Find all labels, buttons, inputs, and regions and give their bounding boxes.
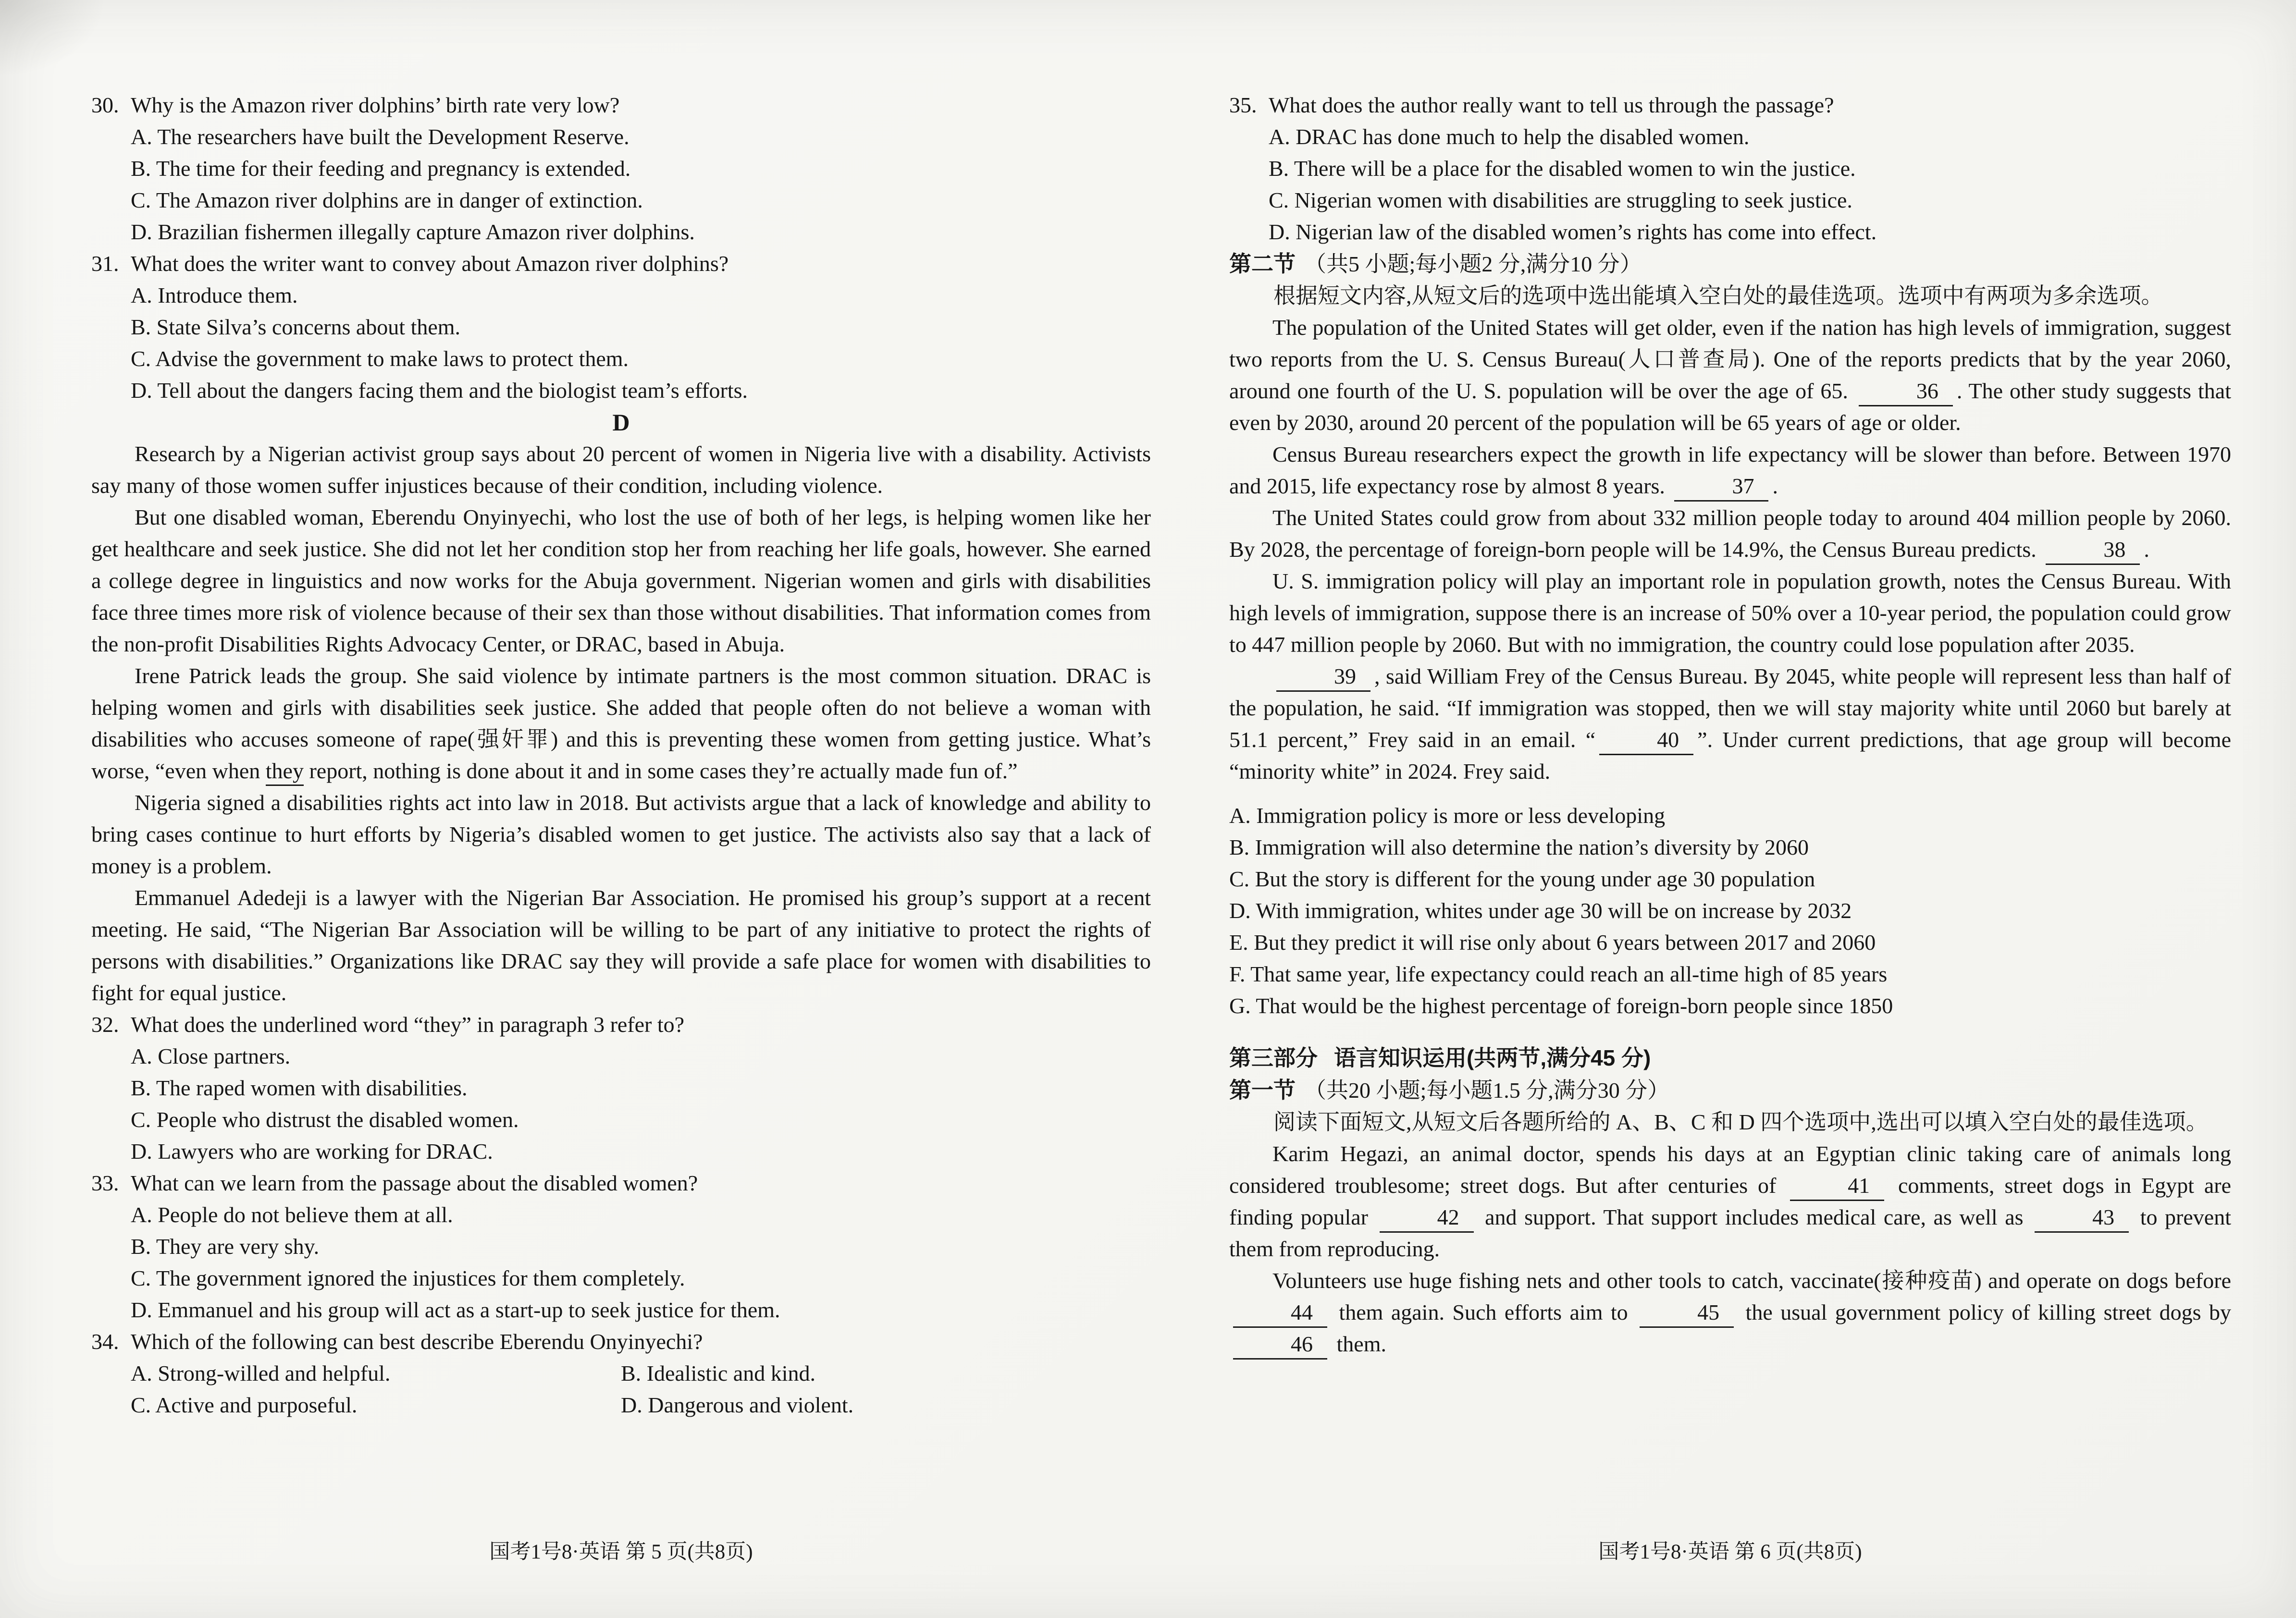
blank-41: 41 — [1790, 1175, 1884, 1201]
question-text: Why is the Amazon river dolphins’ birth rate very low? — [131, 93, 620, 117]
option: C. People who distrust the disabled women. — [131, 1107, 519, 1132]
passage-paragraph-4: Nigeria signed a disabilities rights act into law in 2018. But activists argue that a lack of knowledge and ability to bring cases continue to hurt efforts by Nigeria’s disabled women to get justice. The activists also say that a lack of money is a problem. — [91, 790, 1151, 878]
option: C. But the story is different for the young under age 30 population — [1229, 867, 1815, 891]
question-text: Which of the following can best describe Eberendu Onyinyechi? — [131, 1329, 703, 1354]
section-1-instructions: 阅读下面短文,从短文后各题所给的 A、B、C 和 D 四个选项中,选出可以填入空白处的最佳选项。 — [1273, 1110, 2208, 1134]
part-3-title: 语言知识运用(共两节,满分45 分) — [1334, 1045, 1651, 1070]
question-34 — [91, 1326, 1151, 1358]
option: D. Nigerian law of the disabled women’s rights has come into effect. — [1269, 220, 1877, 244]
question-32 — [91, 1009, 1151, 1041]
blank-44: 44 — [1233, 1301, 1327, 1328]
paragraph-text: . The other study suggests that even by 2030, around 20 percent of the population will be 65 years of age or older. — [1229, 379, 2231, 435]
option: E. But they predict it will rise only about 6 years between 2017 and 2060 — [1229, 930, 1876, 955]
paragraph-text: to prevent them from reproducing. — [1229, 1205, 2231, 1261]
blank-39: 39 — [1276, 665, 1370, 692]
section-2-score-note: （共5 小题;每小题2 分,满分10 分） — [1304, 252, 1642, 276]
paragraph-text: comments, street dogs in Egypt are finding popular — [1229, 1173, 2231, 1229]
option: C. Nigerian women with disabilities are struggling to seek justice. — [1269, 188, 1852, 212]
underlined-word-they: they — [266, 759, 304, 786]
paragraph-text: report, nothing is done about it and in some cases they’re actually made fun of.” — [303, 759, 1018, 783]
question-text: What does the underlined word “they” in paragraph 3 refer to? — [131, 1012, 685, 1037]
blank-42: 42 — [1380, 1206, 1474, 1233]
paragraph-text: the usual government policy of killing street dogs by — [1738, 1300, 2231, 1324]
passage-paragraph-5: Emmanuel Adedeji is a lawyer with the Nigerian Bar Association. He promised his group’s support at a recent meeting. He said, “The Nigerian Bar Association will be willing to be part of any initiative to protect the rights of persons with disabilities.” Organizations like DRAC say they will provide a safe place for women with disabilities to fight for equal justice. — [91, 885, 1151, 1005]
part-3-heading — [1229, 1042, 2231, 1074]
option: D. Tell about the dangers facing them and the biologist team’s efforts. — [131, 378, 748, 403]
question-number: 32. — [91, 1012, 119, 1037]
gapfill-paragraph-1 — [1229, 312, 2231, 439]
gapfill-paragraph-2 — [1229, 439, 2231, 502]
question-30 — [91, 89, 1151, 121]
paragraph-text: Karim Hegazi, an animal doctor, spends his days at an Egyptian clinic taking care of animals long considered troublesome; street dogs. But after centuries of — [1229, 1141, 2231, 1198]
blank-38: 38 — [2046, 539, 2140, 565]
section-2-heading — [1229, 248, 2231, 280]
question-33 — [91, 1167, 1151, 1199]
paragraph-text: Census Bureau researchers expect the growth in life expectancy will be slower than before. Between 1970 and 2015, life expectancy rose by almost 8 years. — [1229, 442, 2231, 498]
option: A. DRAC has done much to help the disabled women. — [1269, 124, 1750, 149]
question-number: 34. — [91, 1329, 119, 1354]
question-35 — [1229, 89, 2231, 121]
option: C. The Amazon river dolphins are in danger of extinction. — [131, 188, 643, 212]
gapfill-paragraph-3 — [1229, 502, 2231, 565]
option: A. The researchers have built the Development Reserve. — [131, 124, 630, 149]
question-text: What does the author really want to tell us through the passage? — [1269, 93, 1834, 117]
question-number: 30. — [91, 93, 119, 117]
question-31 — [91, 248, 1151, 280]
passage-paragraph-1: Research by a Nigerian activist group says about 20 percent of women in Nigeria live with a disability. Activists say many of those women suffer injustices because of their condition, including violence. — [91, 441, 1151, 498]
blank-46: 46 — [1233, 1333, 1327, 1360]
section-2-label: 第二节 — [1229, 251, 1296, 276]
option: B. Idealistic and kind. — [621, 1361, 815, 1385]
blank-40: 40 — [1599, 729, 1693, 755]
option: B. The time for their feeding and pregnancy is extended. — [131, 156, 631, 181]
part-3-label: 第三部分 — [1229, 1045, 1318, 1070]
paragraph-text: Volunteers use huge fishing nets and other tools to catch, vaccinate(接种疫苗) and operate on dogs before — [1272, 1268, 2231, 1293]
option: D. Brazilian fishermen illegally capture Amazon river dolphins. — [131, 220, 695, 244]
option: A. People do not believe them at all. — [131, 1202, 453, 1227]
blank-45: 45 — [1640, 1301, 1734, 1328]
option: B. State Silva’s concerns about them. — [131, 315, 461, 339]
page-6-footer: 国考1号8·英语 第 6 页(共8页) — [1598, 1541, 1862, 1563]
section-1-score-note: （共20 小题;每小题1.5 分,满分30 分） — [1304, 1078, 1670, 1103]
exam-page-6 — [1229, 89, 2231, 1360]
option: C. Advise the government to make laws to protect them. — [131, 346, 629, 371]
option: D. With immigration, whites under age 30 will be on increase by 2032 — [1229, 898, 1852, 923]
paragraph-text: , said William Frey of the Census Bureau. By 2045, white people will represent less than half of the population, he said. “If immigration was stopped, then we will stay majority white until 2060 but barely at 51.1 percent,” Frey said in an email. “ — [1229, 664, 2231, 752]
passage-paragraph-2: But one disabled woman, Eberendu Onyinyechi, who lost the use of both of her legs, is helping women like her get healthcare and seek justice. She did not let her condition stop her from reaching her life goals, however. She earned a college degree in linguistics and now works for the Abuja government. Nigerian women and girls with disabilities face three times more risk of violence because of their sex than those without disabilities. That information comes from the non-profit Disabilities Rights Advocacy Center, or DRAC, based in Abuja. — [91, 505, 1151, 656]
gapfill-paragraph-5 — [1229, 661, 2231, 787]
paragraph-text: Irene Patrick leads the group. She said violence by intimate partners is the most common situation. DRAC is helping women and girls with disabilities seek justice. She added that people often do not believe a woman with disabilities who accuses someone of rape(强奸罪) and this is preventing these women from getting justice. What’s worse, “even when — [91, 663, 1151, 783]
option: F. That same year, life expectancy could reach an all-time high of 85 years — [1229, 962, 1888, 986]
paragraph-text: . — [2144, 537, 2149, 562]
option: C. Active and purposeful. — [131, 1393, 358, 1417]
question-number: 31. — [91, 251, 119, 276]
option: G. That would be the highest percentage of foreign-born people since 1850 — [1229, 993, 1893, 1018]
option: A. Immigration policy is more or less developing — [1229, 803, 1666, 828]
option: A. Strong-willed and helpful. — [131, 1361, 391, 1385]
option: B. Immigration will also determine the nation’s diversity by 2060 — [1229, 835, 1809, 859]
question-number: 35. — [1229, 93, 1257, 117]
blank-43: 43 — [2035, 1206, 2129, 1233]
paragraph-text: . — [1772, 474, 1778, 498]
exam-page-5 — [91, 89, 1151, 1421]
option: A. Close partners. — [131, 1044, 291, 1068]
paragraph-text: them again. Such efforts aim to — [1331, 1300, 1636, 1324]
option-row — [91, 1389, 1151, 1421]
paragraph-text: them. — [1331, 1332, 1386, 1356]
passage-d-label: D — [612, 409, 630, 436]
gapfill-options — [1229, 800, 2231, 1022]
blank-37: 37 — [1674, 475, 1768, 502]
question-text: What can we learn from the passage about the disabled women? — [131, 1171, 698, 1195]
scan-corner-smudge — [0, 0, 106, 77]
blank-36: 36 — [1859, 380, 1953, 406]
gapfill-paragraph-4: U. S. immigration policy will play an important role in population growth, notes the Census Bureau. With high levels of immigration, suppose there is an increase of 50% over a 10-year period, the population could grow to 447 million people by 2060. But with no immigration, the country could lose population after 2035. — [1229, 569, 2231, 657]
passage-paragraph-3 — [91, 660, 1151, 787]
option: B. They are very shy. — [131, 1234, 320, 1259]
paragraph-text: ”. Under current predictions, that age group will become “minority white” in 2024. Frey said. — [1229, 727, 2231, 784]
page-5-footer: 国考1号8·英语 第 5 页(共8页) — [489, 1541, 753, 1563]
option: D. Lawyers who are working for DRAC. — [131, 1139, 493, 1164]
cloze-paragraph-2 — [1229, 1265, 2231, 1360]
option: D. Emmanuel and his group will act as a start-up to seek justice for them. — [131, 1298, 780, 1322]
option: A. Introduce them. — [131, 283, 298, 307]
section-1-heading — [1229, 1074, 2231, 1106]
paragraph-text: The United States could grow from about 332 million people today to around 404 million people by 2060. By 2028, the percentage of foreign-born people will be 14.9%, the Census Bureau predicts. — [1229, 505, 2231, 562]
section-2-instructions: 根据短文内容,从短文后的选项中选出能填入空白处的最佳选项。选项中有两项为多余选项。 — [1273, 283, 2163, 308]
question-number: 33. — [91, 1171, 119, 1195]
option: B. There will be a place for the disabled women to win the justice. — [1269, 156, 1856, 181]
option: B. The raped women with disabilities. — [131, 1076, 468, 1100]
option-row — [91, 1358, 1151, 1389]
option: C. The government ignored the injustices for them completely. — [131, 1266, 685, 1290]
paragraph-text: The population of the United States will get older, even if the nation has high levels of immigration, suggest two reports from the U. S. Census Bureau(人口普查局). One of the reports predicts that by the year 2060, around one fourth of the U. S. population will be over the age of 65. — [1229, 315, 2231, 403]
section-1-label: 第一节 — [1229, 1078, 1296, 1103]
option: D. Dangerous and violent. — [621, 1393, 854, 1417]
question-text: What does the writer want to convey about Amazon river dolphins? — [131, 251, 729, 276]
cloze-paragraph-1 — [1229, 1138, 2231, 1265]
paragraph-text: and support. That support includes medical care, as well as — [1477, 1205, 2031, 1229]
